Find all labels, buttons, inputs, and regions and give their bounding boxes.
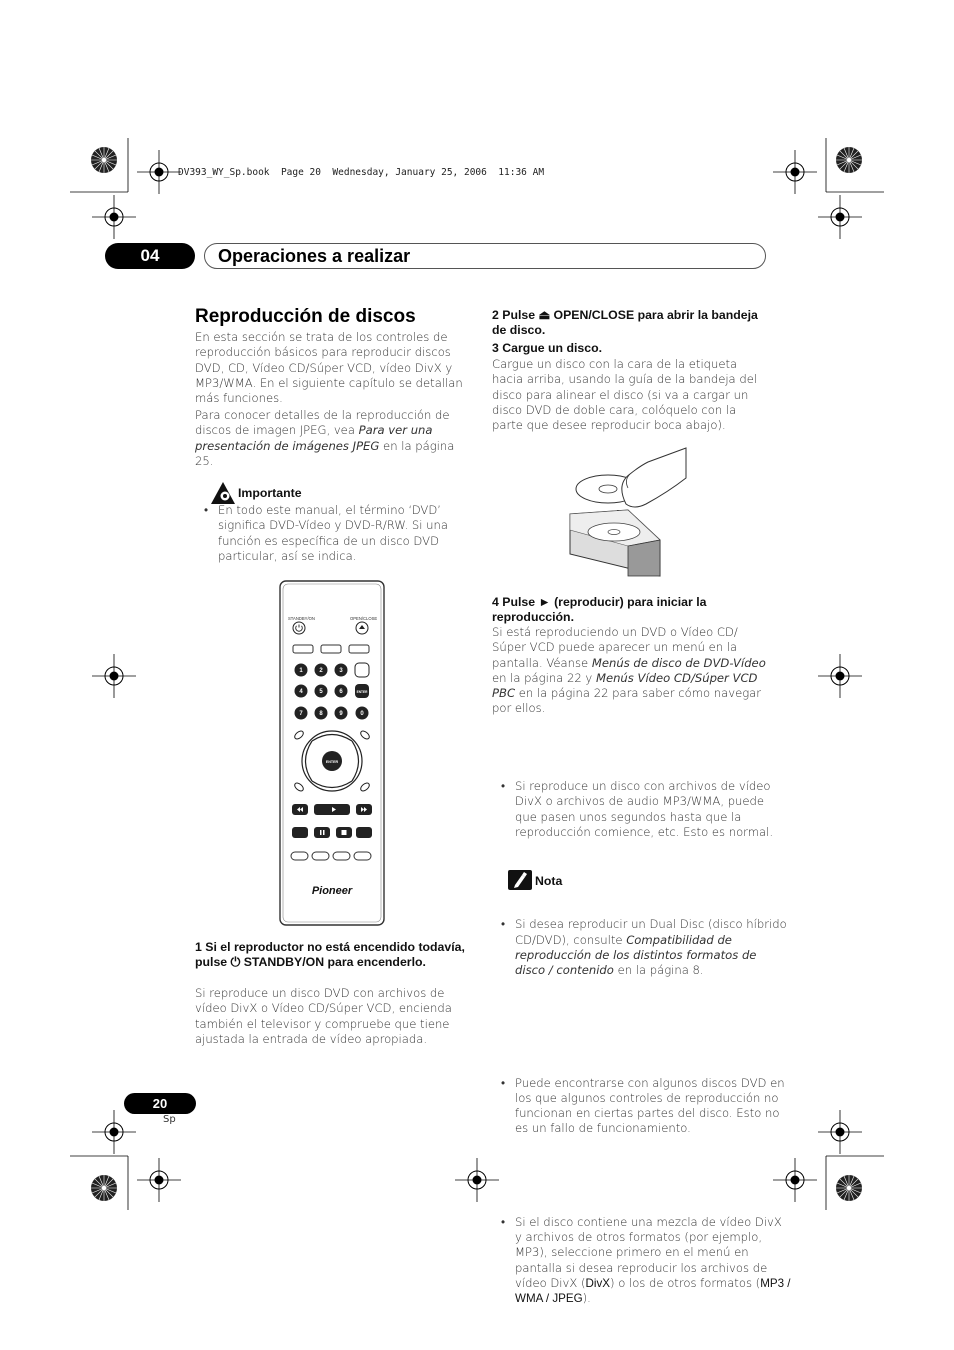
disc-loading-illustration: [568, 444, 690, 580]
chapter-number-badge: 04: [105, 243, 195, 269]
step-1-body: Si reproduce un disco DVD con archivos de vídeo DivX o Vídeo CD/Súper VCD, encienda también el televisor y compruebe que tiene ajustada la entrada de vídeo apropiada.: [195, 986, 452, 1046]
step-4-bullet-2: [493, 917, 789, 978]
step-3-body: Cargue un disco con la cara de la etiqueta hacia arriba, usando la guía de la bandeja del disco para alinear el disco (si va a cargar un disco DVD de doble cara, colóquelo con la parte que desee reproducir boca abajo).: [492, 357, 758, 433]
note-icon: [508, 870, 532, 890]
openclose-label: OPEN/CLOSE: [350, 616, 378, 621]
jpeg-text-a: Para conocer detalles de la reproducción de discos de imagen JPEG, vea: [195, 408, 450, 438]
note-bullet-1: • Puede encontrarse con algunos discos DVD en los que algunos controles de reproducción no funcionan en ciertas partes del disco. Esto no es un fallo de funcionamiento.: [493, 1076, 785, 1137]
key-9: 9: [339, 711, 343, 717]
page-number-badge: 20: [124, 1093, 196, 1114]
intro-paragraph: En esta sección se trata de los controles de reproducción básicos para reproducir discos DVD, CD, Vídeo CD/Súper VCD, vídeo DivX y MP3/WMA. En el siguiente capítulo se detallan más funciones.: [195, 330, 463, 406]
note-2-formats: MP3 / WMA / JPEG: [515, 1276, 791, 1306]
step-4-bullet-1: • Si reproduce un disco con archivos de vídeo DivX o archivos de audio MP3/WMA, puede que pasen unos segundos hasta que la reproducción comience, etc. Esto es normal.: [493, 779, 789, 840]
chapter-title: Operaciones a realizar: [218, 246, 411, 266]
note-bullet-2: [493, 1215, 791, 1307]
book-info-line: DV393_WY_Sp.book Page 20 Wednesday, January 25, 2006 11:36 AM: [178, 167, 545, 178]
jpeg-paragraph: [195, 408, 465, 469]
step-4-body-c: en la página 22 para saber cómo navegar por ellos.: [492, 686, 762, 716]
key-3: 3: [339, 668, 343, 674]
remote-control-illustration: [279, 580, 385, 926]
step-4-body-b: en la página 22 y: [492, 670, 596, 685]
step-4-ref-1: Menús de disco de DVD-Vídeo: [591, 655, 766, 670]
step-2-heading: [492, 308, 768, 339]
bullet-2-ref: Compatibilidad de reproducción de los distintos formatos de disco / contenido: [515, 932, 757, 978]
key-7: 7: [299, 711, 303, 717]
bullet-2-text-b: en la página 8.: [613, 963, 704, 978]
enter-small-key: ENTER: [356, 690, 368, 694]
step-2-text-b: OPEN/CLOSE para abrir la bandeja de disco.: [492, 308, 758, 338]
step-4-body-a: Si está reproduciendo un DVD o Vídeo CD/ Súper VCD puede aparecer un menú en la pantalla. Véanse: [492, 625, 738, 670]
enter-center-label: ENTER: [325, 760, 339, 764]
key-2: 2: [319, 668, 323, 674]
key-6: 6: [339, 689, 343, 695]
important-label: Importante: [238, 486, 302, 500]
key-8: 8: [319, 711, 323, 717]
step-2-text-a: 2 Pulse: [492, 308, 539, 322]
eject-icon: ⏏: [538, 308, 551, 322]
step-1-text-b: STANDBY/ON para encenderlo.: [240, 955, 426, 970]
step-1-heading: [195, 940, 471, 971]
step-4-ref-2: Menús Vídeo CD/Súper VCD PBC: [492, 670, 758, 701]
note-2-divx: DivX: [585, 1276, 610, 1290]
key-5: 5: [319, 689, 323, 695]
key-0: 0: [360, 711, 364, 717]
standby-label: STANDBY/ON: [288, 616, 315, 621]
key-1: 1: [299, 668, 303, 674]
step-4-text-a: 4 Pulse: [492, 595, 539, 609]
important-bullet: • En todo este manual, el término ‘DVD’ significa DVD-Vídeo y DVD-R/RW. Si una función es específica de un disco DVD particular, así se indica.: [196, 503, 488, 564]
note-2-text-a: Si el disco contiene una mezcla de vídeo DivX y archivos de otros formatos (por ejemplo, MP3), seleccione primero en el menú en pantalla si desea reproducir los archivos de vídeo DivX (: [515, 1214, 782, 1290]
step-4-body: [492, 625, 768, 717]
section-title: Reproducción de discos: [195, 306, 416, 327]
step-4-heading: [492, 595, 768, 626]
jpeg-text-b: en la página 25.: [195, 438, 455, 468]
pioneer-logo: Pioneer: [311, 885, 353, 897]
language-code: Sp: [163, 1114, 176, 1125]
standby-button: [293, 622, 305, 634]
power-icon: ⏻: [230, 955, 241, 970]
step-4-text-b: (reproducir) para iniciar la reproducción.: [492, 595, 707, 625]
note-2-text-c: ) o los de otros formatos (: [610, 1275, 761, 1290]
note-label: Nota: [535, 874, 563, 888]
step-3-heading: 3 Cargue un disco.: [492, 341, 603, 355]
step-1-text-a: 1 Si el reproductor no está encendido todavía, pulse: [195, 940, 465, 970]
bullet-2-text-a: Si desea reproducir un Dual Disc (disco híbrido CD/DVD), consulte: [515, 917, 787, 947]
key-4: 4: [299, 689, 303, 695]
jpeg-link-title: Para ver una presentación de imágenes JPEG: [195, 423, 433, 453]
play-icon: ►: [538, 595, 551, 609]
note-2-text-d: ).: [582, 1291, 591, 1306]
warning-icon: [210, 481, 236, 505]
